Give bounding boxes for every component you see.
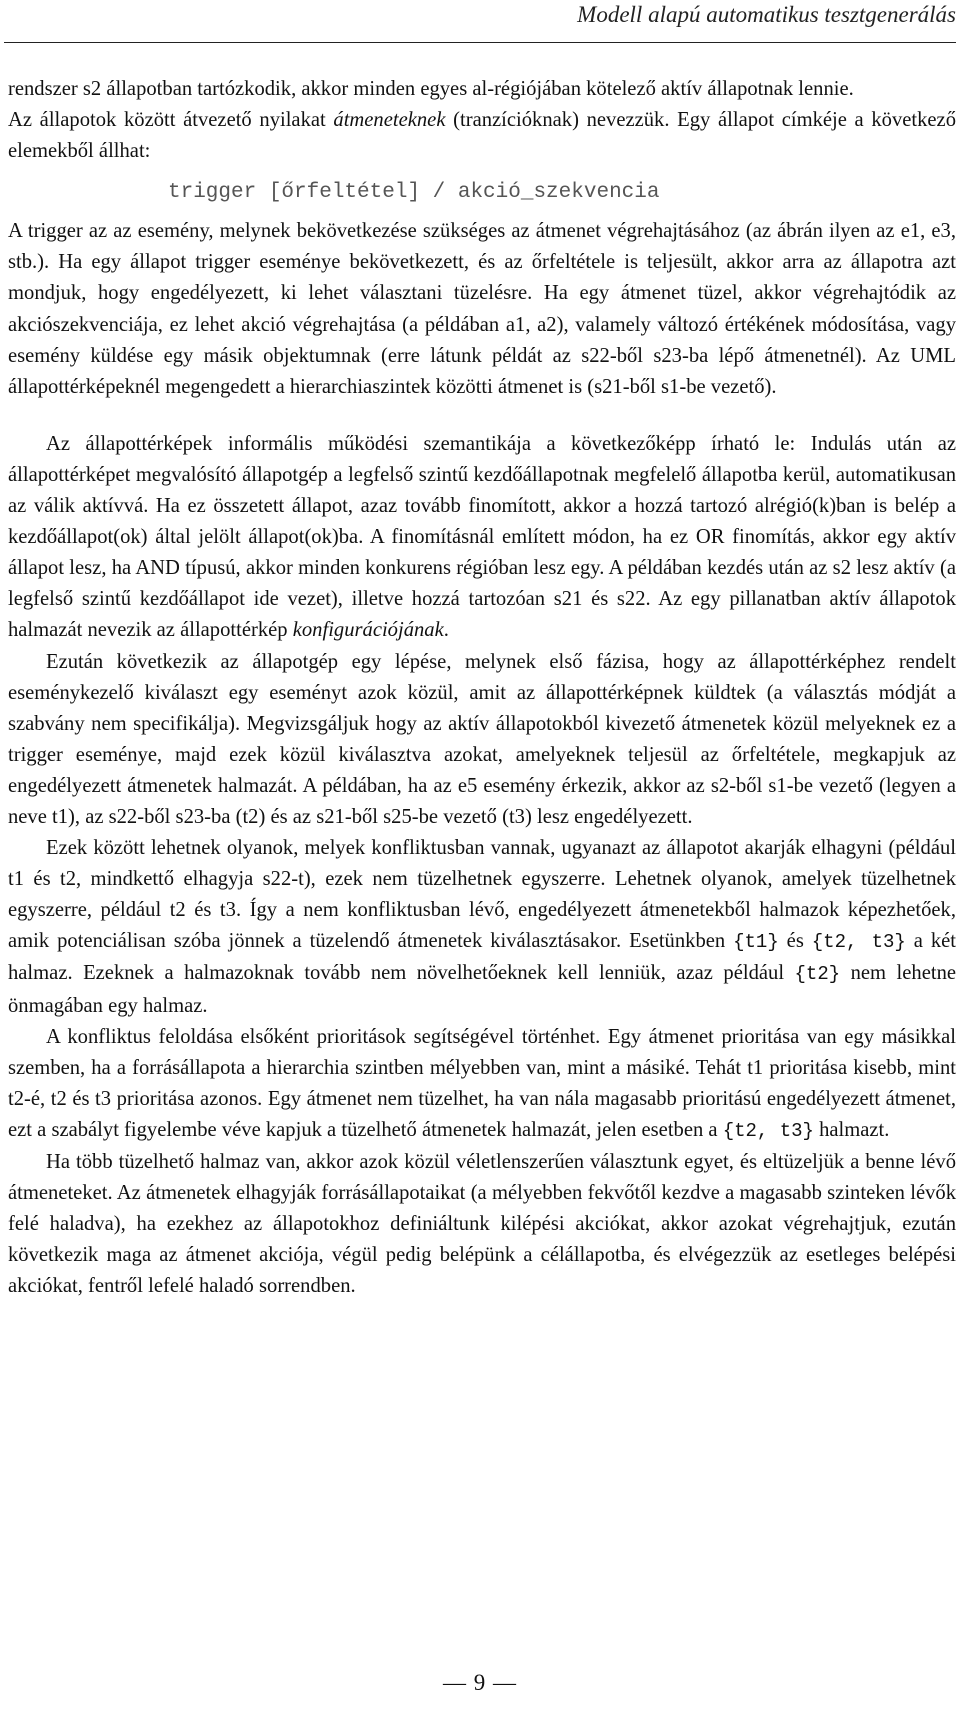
term-transitions: átmeneteknek <box>333 109 446 132</box>
text-run: nem lehetne önmagában egy halmaz. <box>8 962 957 1017</box>
paragraph-conflicts <box>8 833 956 1022</box>
text-run: A konfliktus feloldása elsőként prioritások segítségével történhet. Egy átmenet prioritása van egy másikkal szemben, ha a forrásállapota a hierarchia szintben mélyebben van, mint a másiké. Tehát t1 prioritása kisebb, mint t2-é, t2 és t3 prioritása azonos. Egy átmenet nem tüzelhet, ha van nála magasabb prioritású engedélyezett átmenet, ezt a szabályt figyelembe véve kapjuk a tüzelhető átmenetek halmazát, jelen esetben a <box>8 1025 956 1141</box>
text-run: Az állapotok között átvezető nyilakat <box>8 109 334 132</box>
paragraph-continuation: rendszer s2 állapotban tartózkodik, akkor minden egyes al-régiójában kötelező aktív állapotnak lennie. <box>8 78 854 100</box>
paragraph-firing: Ha több tüzelhető halmaz van, akkor azok közül véletlenszerűen választunk egyet, és eltüzeljük a benne lévő átmeneteket. Az átmenetek elhagyják forrásállapotaikat (a mélyebben fekvőtől kezdve a magasabb szinteken lévők felé haladva), ha ezekhez az állapotokhoz definiáltunk kilépési akciókat, akkor azokat végrehajtjuk, ezután következik maga az átmenet akciója, végül pedig belépünk a célállapotba, és elvégezzük az esetleges belépési akciókat, fentről lefelé haladó sorrendben. <box>8 1151 956 1298</box>
set-t2-t3: {t2, t3} <box>811 931 906 954</box>
paragraph-step: Ezután következik az állapotgép egy lépése, melynek első fázisa, hogy az állapottérképhez rendelt eseménykezelő kiválaszt egy eseményt azok közül, amit az állapottérképnek küldtek (a választás módját a szabvány nem specifikálja). Megvizsgáljuk hogy az aktív állapotokból kivezető átmenetek közül melyeknek ez a trigger eseménye, majd ezek közül kiválasztva azokat, amelyeknek teljesül az őrfeltétele, megkapjuk az engedélyezett átmenetek halmazát. A példában, ha az e5 esemény érkezik, akkor az s2-ből s1-be vezető (legyen a neve t1), az s22-ből s23-ba (t2) és az s21-ből s25-be vezető (t3) lesz engedélyezett. <box>8 650 956 828</box>
set-t2: {t2} <box>794 963 841 986</box>
set-fireable: {t2, t3} <box>722 1119 814 1142</box>
paragraph-trigger: A trigger az az esemény, melynek bekövetkezése szükséges az átmenet végrehajtásához (az ábrán ilyen az e1, e3, stb.). Ha egy állapot trigger eseménye bekövetkezett, és az őrfeltétele is teljesült, akkor arra az állapotra azt mondjuk, hogy engedélyezett, ki lehet választani tüzelésre. Ha egy átmenet tüzel, akkor végrehajtódik az akciószekvenciája, ez lehet akció végrehajtása (a példában a1, a2), valamely változó értékének módosítása, vagy esemény küldése egy másik objektumnak (erre látunk példát az s22-ből s23-ba lépő átmenetnél). Az UML állapottérképeknél megengedett a hierarchiaszintek közötti átmenet is (s21-ből s1-be vezető). <box>8 220 956 398</box>
text-run: halmazt. <box>813 1118 890 1141</box>
text-run: (tranzícióknak) nevezzük. Egy állapot címkéje a következő elemekből állhat: <box>8 109 956 163</box>
text-run: Az állapottérképek informális működési szemantikája a következőképp írható le: Indulás után az állapottérképet megvalósító állapotgép a legfelső szintű kezdőállapotnak megfelelő állapotba kerül, automatikusan az válik aktívvá. Ha ez összetett állapot, azaz tovább finomított, akkor a hozzá tartozó alrégió(k)ban is belép a kezdőállapot(ok) által jelölt állapot(ok)ba. A finomításnál említett módon, ha ez OR finomítás, akkor egy aktív állapot lesz, ha AND típusú, akkor minden konkurens régióban lesz egy. A példában kezdés után az s2 lesz aktív (a legfelső szintű kezdőállapot ide vezet), illetve hozzá tartozóan s21 és s22. Az egy pillanatban aktív állapotok halmazát nevezik az állapottérkép <box>8 432 956 642</box>
set-t1: {t1} <box>733 931 779 954</box>
running-header: Modell alapú automatikus tesztgenerálás <box>577 2 956 27</box>
body-text <box>8 74 956 1302</box>
paragraph-priorities <box>8 1022 956 1147</box>
term-configuration: konfigurációjának <box>292 619 444 642</box>
text-run: és <box>778 930 812 953</box>
paragraph-semantics <box>8 429 956 647</box>
text-run: . <box>443 619 449 642</box>
transition-label-syntax: trigger [őrfeltétel] / akció_szekvencia <box>168 181 660 205</box>
paragraph-transitions <box>8 105 956 167</box>
text-run: a két halmaz. Ezeknek a halmazoknak tovább nem növelhetőeknek kell lenniük, azaz például <box>8 930 956 985</box>
page-number: — 9 — <box>443 1670 517 1695</box>
header-rule <box>4 42 956 43</box>
text-run: Ezek között lehetnek olyanok, melyek konfliktusban vannak, ugyanazt az állapotot akarják elhagyni (például t1 és t2, mindkettő elhagyja s22-t), ezek nem tüzelhetnek egyszerre. Lehetnek olyanok, amelyek tüzelhetnek egyszerre, például t2 és t3. Így a nem konfliktusban lévő, engedélyezett átmenetekből halmazok képezhetőek, amik potenciálisan szóba jönnek a tüzelendő átmenetek kiválasztásakor. Esetünkben <box>8 837 956 953</box>
